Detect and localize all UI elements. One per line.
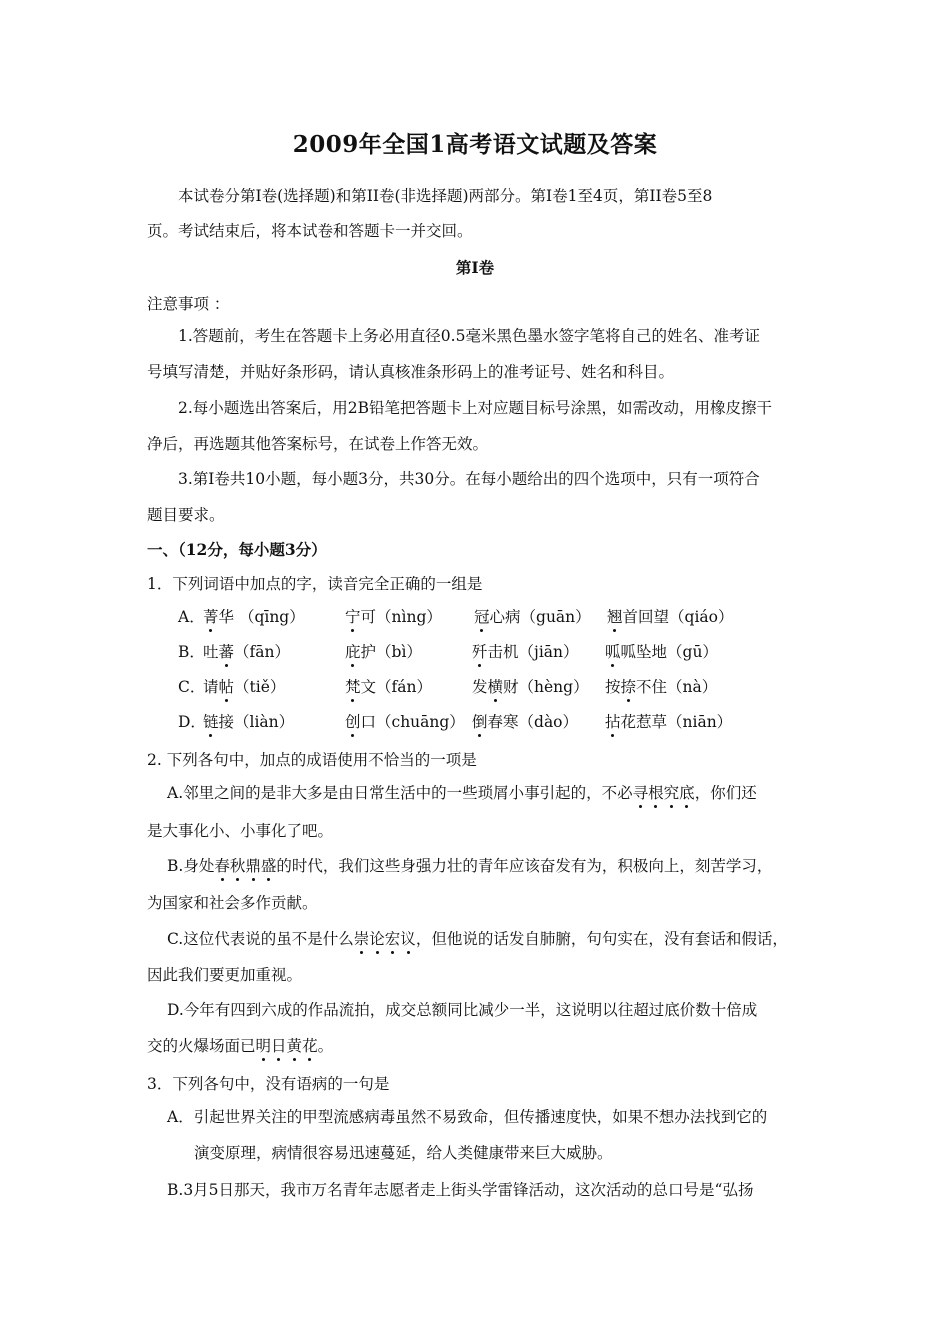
q1-option-word: 梵文（fán） [345,678,432,696]
dotted-phrase [633,784,695,802]
q2-option-a-line-1: A.邻里之间的是非大多是由日常生活中的一些琐屑小事引起的，不必寻根究底，你们还 [167,784,757,802]
intro-line-2: 页。考试结束后，将本试卷和答题卡一并交回。 [147,222,473,240]
notice-item-2-line-1: 2.每小题选出答案后，用2B铅笔把答题卡上对应题目标号涂黑，如需改动，用橡皮擦干 [178,399,773,417]
q3-option-a-line-1: A．引起世界关注的甲型流感病毒虽然不易致命，但传播速度快，如果不想办法找到它的 [167,1108,768,1126]
q1-option-word: 歼击机（jiān） [472,643,579,661]
q1-option-word: 拈花惹草（niān） [605,713,733,731]
dotted-phrase [256,1037,318,1055]
q2-option-d-line-1: D.今年有四到六成的作品流拍，成交总额同比减少一半，这说明以往超过底价数十倍成 [167,1001,758,1019]
q1-option-label: D． [178,713,206,731]
q1-option-word: 冠心病（guān） [474,608,591,626]
dotted-char: 翘 [607,608,623,626]
dotted-char: 议 [400,930,416,948]
dotted-char: 寻 [632,784,649,802]
dotted-char: 鼎 [245,857,261,875]
dotted-char: 链 [203,713,219,731]
dotted-char: 呱 [605,643,621,661]
dotted-char: 盛 [260,857,277,875]
notice-item-1-line-1: 1.答题前，考生在答题卡上务必用直径0.5毫米黑色墨水签字笔将自己的姓名、准考证 [178,327,760,345]
q3-option-b-line-1: B.3月5日那天，我市万名青年志愿者走上街头学雷锋活动，这次活动的总口号是“弘扬 [167,1181,754,1199]
dotted-char: 根 [648,784,664,802]
section-heading: 第Ⅰ卷 [455,258,495,277]
q1-option-word: 发横财（hèng） [472,678,589,696]
dotted-phrase [214,857,276,875]
q2-option-c-line-1: C.这位代表说的虽不是什么崇论宏议，但他说的话发自肺腑，句句实在，没有套话和假话， [167,930,788,948]
dotted-char: 横 [487,678,504,696]
dotted-char: 论 [369,930,385,948]
q2-stem: 2. 下列各句中，加点的成语使用不恰当的一项是 [147,751,477,769]
q1-option-label: A． [178,608,205,626]
dotted-char: 冠 [474,608,490,626]
q1-option-word: 翘首回望（qiáo） [607,608,734,626]
q1-stem: 1．下列词语中加点的字，读音完全正确的一组是 [147,575,483,593]
dotted-char: 倒 [472,713,488,731]
q1-option-word: 庇护（bì） [345,643,422,661]
dotted-char: 拈 [605,713,621,731]
q1-option-word: 呱呱坠地（gū） [605,643,718,661]
q2-option-a-line-2: 是大事化小、小事化了吧。 [147,822,334,840]
dotted-char: 庇 [345,643,361,661]
dotted-char: 菁 [203,608,219,626]
part-1-heading: 一、（12分，每小题3分） [147,540,327,559]
intro-line-1: 本试卷分第Ⅰ卷(选择题)和第II卷(非选择题)两部分。第Ⅰ卷1至4页，第II卷5至8 [178,187,713,205]
dotted-char: 花 [302,1037,318,1055]
dotted-char: 帖 [218,678,235,696]
dotted-char: 梵 [345,678,361,696]
q1-option-word: 宁可（nìng） [345,608,442,626]
notice-item-2-line-2: 净后，再选题其他答案标号，在试卷上作答无效。 [147,435,489,453]
dotted-char: 日 [271,1037,287,1055]
q1-option-word: 创口（chuāng） [345,713,465,731]
dotted-char: 秋 [229,857,246,875]
q1-option-word: 链接（liàn） [203,713,295,731]
dotted-char: 究 [663,784,680,802]
q2-option-c-line-2: 因此我们要更加重视。 [147,966,303,984]
q1-option-label: B． [178,643,205,661]
dotted-char: 宁 [345,608,361,626]
dotted-char: 黄 [286,1037,303,1055]
q1-option-word: 吐蕃（fān） [203,643,290,661]
q3-option-a-line-2: 演变原理，病情很容易迅速蔓延，给人类健康带来巨大威胁。 [194,1144,613,1162]
dotted-phrase [354,930,416,948]
notice-heading: 注意事项 ： [147,295,230,313]
q1-option-word: 按捺不住（nà） [605,678,718,696]
notice-item-3-line-2: 题目要求。 [147,506,225,524]
dotted-char: 蕃 [218,643,235,661]
dotted-char: 春 [214,857,230,875]
q2-option-b-line-1: B.身处春秋鼎盛的时代，我们这些身强力壮的青年应该奋发有为，积极向上，刻苦学习， [167,857,773,875]
dotted-char: 宏 [384,930,401,948]
q1-option-label: C． [178,678,206,696]
dotted-char: 歼 [472,643,488,661]
dotted-char: 捺 [620,678,637,696]
dotted-char: 底 [679,784,695,802]
page-title: 2009年全国1高考语文试题及答案 [292,131,658,158]
q2-option-d-line-2: 交的火爆场面已明日黄花。 [147,1037,334,1055]
notice-item-1-line-2: 号填写清楚，并贴好条形码，请认真核准条形码上的准考证号、姓名和科目。 [147,363,675,381]
notice-item-3-line-1: 3.第Ⅰ卷共10小题，每小题3分，共30分。在每小题给出的四个选项中，只有一项符合 [178,470,760,488]
q3-stem: 3．下列各句中，没有语病的一句是 [147,1075,390,1093]
dotted-char: 明 [255,1037,272,1055]
dotted-char: 创 [345,713,361,731]
dotted-char: 崇 [353,930,370,948]
q1-option-word: 请帖（tiě） [203,678,286,696]
q2-option-b-line-2: 为国家和社会多作贡献。 [147,894,318,912]
q1-option-word: 倒春寒（dào） [472,713,579,731]
q1-option-word: 菁华 （qīng） [203,608,305,626]
